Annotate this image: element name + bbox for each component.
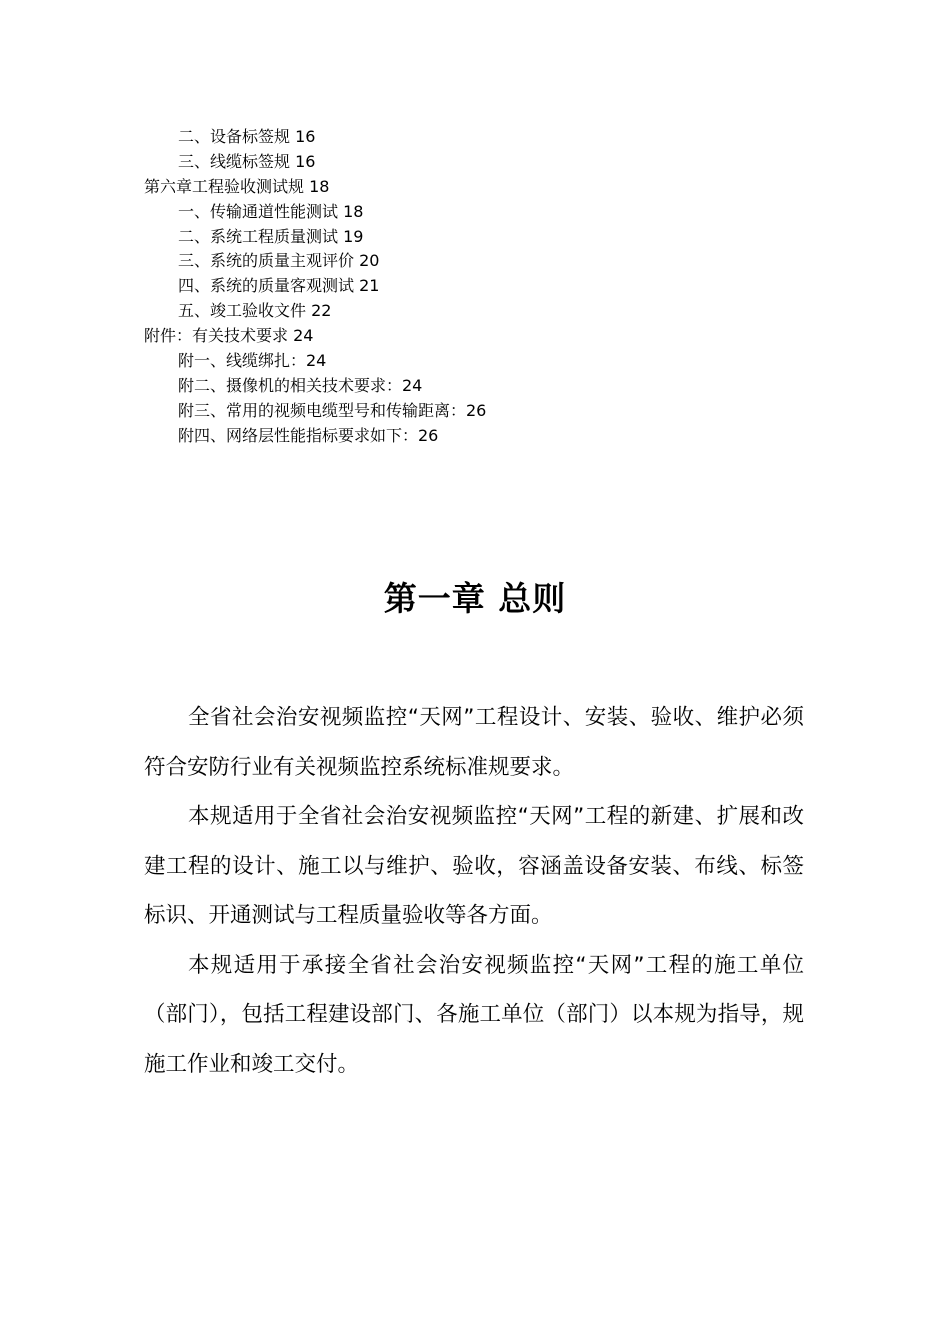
body-paragraph: 本规适用于承接全省社会治安视频监控“天网”工程的施工单位（部门），包括工程建设部门、各施工单位（部门）以本规为指导，规施工作业和竣工交付。: [144, 952, 804, 1077]
table-of-contents: [144, 125, 844, 449]
toc-item[interactable]: 五、竣工验收文件 22: [178, 301, 332, 321]
toc-item[interactable]: 二、设备标签规 16: [178, 127, 316, 146]
toc-item[interactable]: 附四、网络层性能指标要求如下：26: [178, 425, 439, 445]
toc-chapter-item[interactable]: 第六章工程验收测试规 18: [144, 176, 330, 196]
chapter-body: [144, 693, 804, 1089]
toc-item[interactable]: 三、系统的质量主观评价 20: [178, 251, 380, 271]
toc-chapter-item[interactable]: 附件：有关技术要求 24: [144, 326, 314, 346]
chapter-title: 第一章 总则: [383, 579, 567, 619]
body-paragraph: 本规适用于全省社会治安视频监控“天网”工程的新建、扩展和改建工程的设计、施工以与维护、验收，容涵盖设备安装、布线、标签标识、开通测试与工程质量验收等各方面。: [144, 804, 804, 928]
toc-item[interactable]: 一、传输通道性能测试 18: [178, 201, 364, 221]
toc-item[interactable]: 附三、常用的视频电缆型号和传输距离：26: [178, 400, 487, 420]
toc-item[interactable]: 二、系统工程质量测试 19: [178, 226, 364, 246]
toc-item[interactable]: 四、系统的质量客观测试 21: [178, 276, 380, 296]
toc-item[interactable]: 三、线缆标签规 16: [178, 151, 316, 171]
toc-item[interactable]: 附一、线缆绑扎：24: [178, 351, 327, 371]
toc-item[interactable]: 附二、摄像机的相关技术要求：24: [178, 375, 423, 395]
body-paragraph: 全省社会治安视频监控“天网”工程设计、安装、验收、维护必须符合安防行业有关视频监控系统标准规要求。: [144, 705, 804, 780]
